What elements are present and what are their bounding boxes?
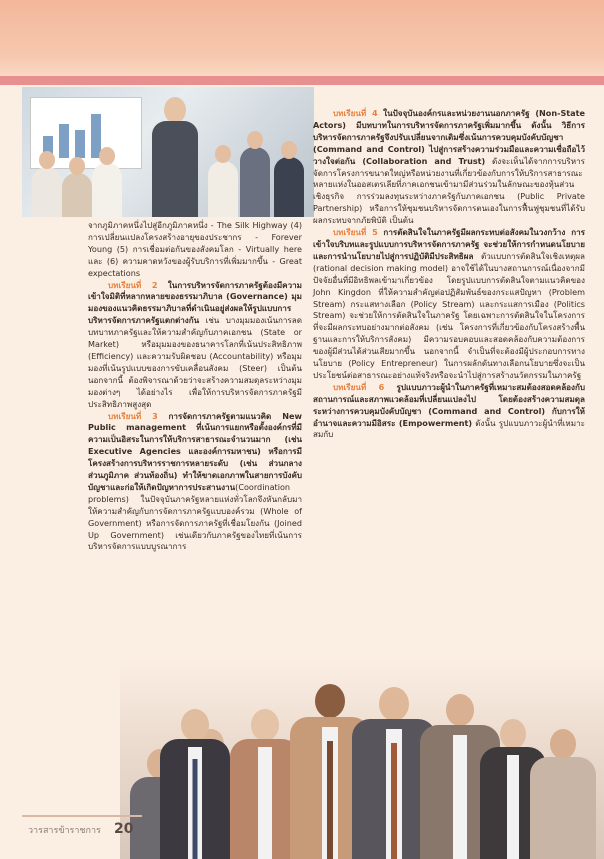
presenter-figure (150, 91, 200, 217)
lesson-6-lead: บทเรียนที่ 6 (333, 381, 385, 392)
lesson-4-paragraph: บทเรียนที่ 4 ในปัจจุบันองค์กรและหน่วยงานนอกภาครัฐ (Non-State Actors) มีบทบาทในการบริหารจัดการภาครัฐเพิ่มมากขึ้น ดังนั้น วิธีการบริหารจัดการภาครัฐจึงปรับเปลี่ยนจากเดิมซึ่งเน้นการควบคุมบังคับบัญชา (Command and Control) ไปสู่การสร้างความร่วมมือและความเชื่อถือไว้วางใจต่อกัน (Collaboration and Trust) ดังจะเห็นได้จากการบริหารจัดการโครงการขนาดใหญ่หรือหน่วยงานที่เกี่ยวข้องกับการให้บริการสาธารณะหลายแห่งในออสเตรเลียที่ภาคเอกชนเข้ามามีส่วนร่วมในลักษณะของหุ้นส่วนเชิงธุรกิจ การร่วมลงทุนระหว่างภาครัฐกับภาคเอกชน (Public Private Partnership) หรือการให้ชุมชนบริหารจัดการตนเองในการฟื้นฟูชุมชนที่ได้รับผลกระทบจากภัยพิบัติ เป็นต้น (313, 108, 585, 226)
lesson-2-lead: บทเรียนที่ 2 (108, 279, 158, 290)
audience-figure (92, 163, 122, 217)
page-number: 20 (113, 821, 134, 837)
audience-figure (62, 173, 92, 217)
lesson-3-lead: บทเรียนที่ 3 (108, 410, 158, 421)
left-text-column (88, 220, 302, 553)
audience-figure (208, 161, 238, 217)
person-figure (160, 709, 230, 859)
journal-name: วารสารข้าราชการ (28, 826, 101, 836)
audience-figure (32, 167, 62, 217)
header-accent-strip (0, 76, 604, 85)
lesson-5-lead: บทเรียนที่ 5 (333, 227, 378, 238)
intro-paragraph: จากภูมิภาคหนึ่งไปสู่อีกภูมิภาคหนึ่ง - The Silk Highway (4) การเปลี่ยนแปลงโครงสร้างอายุของประชากร - Forever Young (5) การเชื่อมต่อกันของสังคมโลก - Virtually here และ (6) ความคาดหวังของผู้รับบริการที่เพิ่มมากขึ้น - Great expectations (88, 220, 302, 278)
footer-rule (22, 815, 142, 817)
lesson-6-paragraph: บทเรียนที่ 6 รูปแบบภาวะผู้นำในภาครัฐที่เหมาะสมต้องสอดคล้องกับสถานการณ์และสภาพแวดล้อมที่เปลี่ยนแปลงไป โดยต้องสร้างความสมดุลระหว่างการควบคุมบังคับบัญชา (Command and Control) กับการให้อำนาจและความมีอิสระ (Empowerment) ดังนั้น รูปแบบภาวะผู้นำที่เหมาะสมกับ (313, 381, 585, 440)
lesson-5-paragraph: บทเรียนที่ 5 การตัดสินใจในภาครัฐมีผลกระทบต่อสังคมในวงกว้าง การเข้าใจบริบทและรูปแบบการบริหารจัดการภาครัฐ จะช่วยให้การกำหนดนโยบายและการนำนโยบายไปสู่การปฏิบัติมีประสิทธิผล ตัวแบบการตัดสินใจเชิงเหตุผล (rational decision making model) อาจใช้ได้ในบางสถานการณ์เนื่องจากมีปัจจัยอื่นที่มีอิทธิพลเข้ามาเกี่ยวข้อง โดยรูปแบบการตัดสินใจตามแนวคิดของ John Kingdon ที่ให้ความสำคัญต่อปฏิสัมพันธ์ของกระแสปัญหา (Problem Stream) กระแสทางเลือก (Policy Stream) และกระแสการเมือง (Politics Stream) จะช่วยให้การตัดสินใจในภาครัฐ โดยเฉพาะการตัดสินใจในโครงการที่จะมีผลกระทบอย่างมากต่อสังคม (เช่น โครงการที่เกี่ยวข้องกับโครงสร้างพื้นฐานและการให้บริการสังคม) มีความรอบคอบและสอดคล้องกับความต้องการของผู้มีส่วนได้ส่วนเสียมากขึ้น นอกจากนี้ จำเป็นที่จะต้องมีผู้ประกอบการทางนโยบาย (Policy Entrepreneur) ในการผลักดันทางเลือกนโยบายซึ่งจะเป็นประโยชน์ต่อสาธารณะอย่างแท้จริงหรือจะนำไปสู่การสร้างนวัตกรรมในภาครัฐ (313, 227, 585, 380)
right-text-column (313, 108, 585, 441)
business-group-photo (120, 660, 604, 859)
page-footer (28, 818, 133, 837)
person-figure (530, 729, 596, 859)
lesson-2-paragraph: บทเรียนที่ 2 ในการบริหารจัดการภาครัฐต้องมีความเข้าใจมิติที่หลากหลายของธรรมาภิบาล (Governance) มุมมองของแนวคิดธรรมาภิบาลที่ดำเนินอยู่ส่งผลให้รูปแบบการบริหารจัดการภาครัฐแตกต่างกัน เช่น บางมุมมองเน้นการลดบทบาทภาครัฐและให้ความสำคัญกับภาคเอกชน (State or Market) หรือมุมมองของธนาคารโลกที่เน้นประสิทธิภาพ (Efficiency) และความรับผิดชอบ (Accountability) หรือมุมมองที่เน้นรูปแบบของการขับเคลื่อนสังคม (Steer) เป็นต้น นอกจากนี้ ต้องพิจารณาด้วยว่าจะสร้างความสมดุลระหว่างมุมมองต่างๆ ได้อย่างไร เพื่อให้การบริหารจัดการภาครัฐมีประสิทธิภาพสูงสุด (88, 279, 302, 409)
presentation-photo (22, 87, 314, 217)
audience-figure (274, 157, 304, 217)
audience-figure (240, 147, 270, 217)
header-band (0, 0, 604, 80)
lesson-3-paragraph: บทเรียนที่ 3 การจัดการภาครัฐตามแนวคิด New Public management ที่เน้นการแยกหรือตั้งองค์กรที่มีความเป็นอิสระในการให้บริการสาธารณะจำนวนมาก (เช่น Executive Agencies และองค์การมหาชน) หรือการมีโครงสร้างการบริหารราชการหลายระดับ (เช่น ส่วนกลาง ส่วนภูมิภาค ส่วนท้องถิ่น) ทำให้ขาดเอกภาพในสายการบังคับบัญชาและก่อให้เกิดปัญหาการประสานงาน(Coordination problems) ในปัจจุบันภาครัฐหลายแห่งทั่วโลกจึงหันกลับมาให้ความสำคัญกับการจัดการภาครัฐแบบองค์รวม (Whole of Government) หรือการจัดการภาครัฐที่เชื่อมโยงกัน (Joined Up Government) เช่นเดียวกับภาครัฐของไทยที่เน้นการบริหารจัดการแบบบูรณาการ (88, 410, 303, 552)
lesson-4-lead: บทเรียนที่ 4 (333, 108, 378, 118)
